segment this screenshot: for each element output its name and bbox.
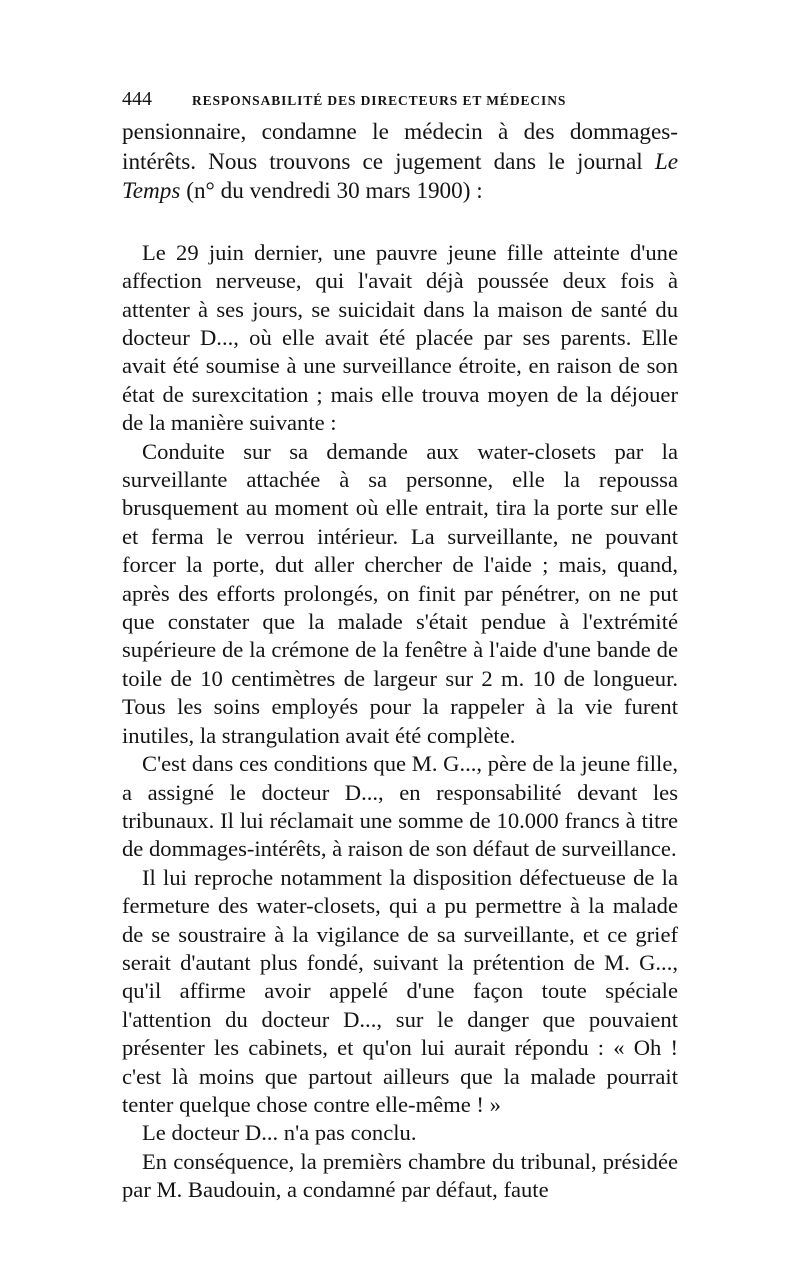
article-paragraph-5: Le docteur D... n'a pas conclu. <box>142 1120 417 1146</box>
journal-name: Le Temps <box>122 148 678 205</box>
intro-paragraph <box>122 118 678 207</box>
running-title: RESPONSABILITÉ DES DIRECTEURS ET MÉDECINS <box>192 93 567 108</box>
intro-text-before: pensionnaire, condamne le médecin à des dommages-intérêts. Nous trouvons ce jugement dans le journal <box>122 119 678 175</box>
intro-text-after: (n° du vendredi 30 mars 1900) : <box>180 178 483 205</box>
quoted-article <box>122 239 678 1205</box>
page-header <box>122 88 678 112</box>
article-paragraph-1: Le 29 juin dernier, une pauvre jeune fille atteinte d'une affection nerveuse, qui l'avait déjà poussée deux fois à attenter à ses jours, se suicidait dans la maison de santé du docteur D..., où elle avait été placée par ses parents. Elle avait été soumise à une surveillance étroite, en raison de son état de surexcitation ; mais elle trouva moyen de la déjouer de la manière suivante : <box>122 239 678 436</box>
page-number: 444 <box>122 88 152 110</box>
article-paragraph-6: En conséquence, la premièrs chambre du tribunal, présidée par M. Baudouin, a condamné par défaut, faute <box>122 1148 678 1203</box>
article-paragraph-4: Il lui reproche notamment la disposition défectueuse de la fermeture des water-closets, qui a pu permettre à la malade de se soustraire à la vigilance de sa surveillante, et ce grief serait d'autant plus fondé, suivant la prétention de M. G..., qu'il affirme avoir appelé d'une façon toute spéciale l'attention du docteur D..., sur le danger que pouvaient présenter les cabinets, et qu'on lui aurait répondu : « Oh ! c'est là moins que partout ailleurs que la malade pourrait tenter quelque chose contre elle-même ! » <box>122 864 678 1117</box>
article-paragraph-2: Conduite sur sa demande aux water-closets par la surveillante attachée à sa personne, elle la repoussa brusquement au moment où elle entrait, tira la porte sur elle et ferma le verrou intérieur. La surveillante, ne pouvant forcer la porte, dut aller chercher de l'aide ; mais, quand, après des efforts prolongés, on finit par pénétrer, on ne put que constater que la malade s'était pendue à l'extrémité supérieure de la crémone de la fenêtre à l'aide d'une bande de toile de 10 centimètres de largeur sur 2 m. 10 de longueur. Tous les soins employés pour la rappeler à la vie furent inutiles, la strangulation avait été complète. <box>122 438 678 748</box>
book-page <box>122 88 678 1205</box>
article-paragraph-3: C'est dans ces conditions que M. G..., père de la jeune fille, a assigné le docteur D..., en responsabilité devant les tribunaux. Il lui réclamait une somme de 10.000 francs à titre de dommages-intérêts, à raison de son défaut de surveillance. <box>122 751 678 862</box>
